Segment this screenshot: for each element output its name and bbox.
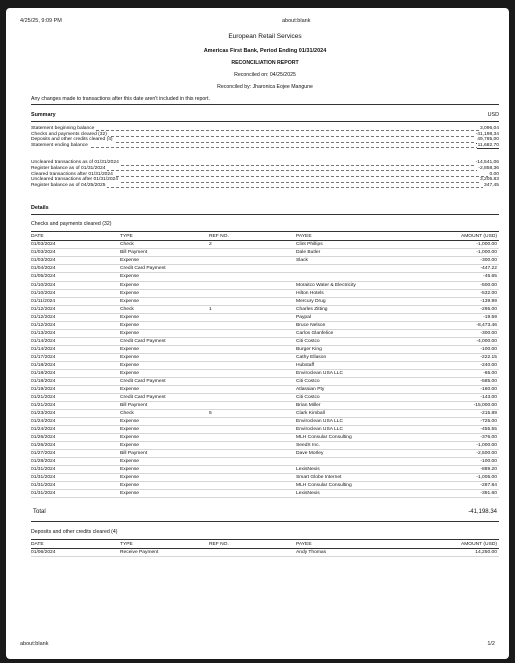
table-row [31,370,499,378]
cell-amount: -160.00 [480,386,497,392]
cell-type: Expense [120,427,140,433]
cell-amount: -455.55 [480,427,497,433]
cell-ref [209,482,296,489]
cell-ref [209,314,296,321]
cell-date: 01/10/2024 [31,282,56,288]
cell-ref [209,322,296,329]
summary-row-label: Register balance as of 04/25/2025 [31,182,106,188]
cell-date: 01/18/2024 [31,378,56,384]
cell-amount: -15,000.00 [473,402,497,408]
cell-payee: Dale Butler [296,250,321,256]
table-row [31,346,499,354]
cell-amount: -19.59 [483,314,497,320]
page-number: 1/2 [487,641,495,647]
summary-row-value: 11,682.70 [477,142,499,148]
cell-amount: -585.00 [480,378,497,384]
cell-date: 01/03/2024 [31,242,56,248]
cell-type: Expense [120,282,140,288]
details-heading: Details [31,202,499,215]
cell-payee: MLH Consular Consulting [296,483,352,489]
cell-payee: Brian Miller [296,402,321,408]
cell-ref [209,402,296,409]
cell-payee [296,458,421,465]
cell-amount: -222.15 [480,354,497,360]
cell-date: 01/31/2024 [31,467,56,473]
cell-amount: -4,000.00 [476,338,497,344]
cell-type: Expense [120,491,140,497]
cell-date: 01/28/2024 [31,459,56,465]
table-row [31,338,499,346]
cell-ref [209,434,296,441]
table-row [31,273,499,281]
cell-ref [209,442,296,449]
col-ref: REF NO. [209,542,229,548]
cell-amount: -1,000.00 [476,250,497,256]
cell-payee: Enviroclean USA LLC [296,427,344,433]
cell-type: Expense [120,475,140,481]
cell-amount: -889.20 [480,467,497,473]
cell-amount: -1,000.00 [476,242,497,248]
summary-row [31,137,499,143]
cell-payee: Atlassian Pty [296,386,325,392]
cell-type: Receive Payment [120,550,159,556]
cell-type: Expense [120,274,140,280]
cell-ref [209,549,296,556]
table-row [31,306,499,314]
cell-ref [209,265,296,272]
cell-date: 01/05/2024 [31,274,56,280]
cell-ref [209,290,296,297]
cell-type: Expense [120,290,140,296]
cell-date: 01/18/2024 [31,362,56,368]
summary-row-value: -2,858,36 [478,165,499,171]
cell-payee: Smart Globe Internet [296,475,342,481]
cell-date: 01/31/2024 [31,491,56,497]
report-page [6,8,509,659]
summary-group-2 [31,160,499,188]
col-type: TYPE [120,542,133,548]
cell-amount: -8,473.46 [476,322,497,328]
leader-dots [31,147,499,148]
cell-ref [209,458,296,465]
cell-type: Expense [120,314,140,320]
account-title: Americas First Bank, Period Ending 01/31/2024 [203,48,327,54]
table-row [31,290,499,298]
summary-currency: USD [487,112,499,118]
summary-row-value: -41,198,34 [475,131,499,137]
cell-payee: Burger King [296,346,322,352]
table-row [31,257,499,265]
cell-amount: -300.00 [480,258,497,264]
cell-type: Expense [120,443,140,449]
summary-row-label: Cleared transactions after 01/31/2024 [31,171,113,177]
cell-amount: -45.65 [483,274,497,280]
table-row [31,354,499,362]
cell-date: 01/26/2024 [31,443,56,449]
table-row [31,402,499,410]
deposits-table-body [31,549,499,557]
table-row [31,450,499,458]
total-label: Total [33,509,46,516]
cell-date: 01/10/2024 [31,290,56,296]
cell-date: 01/12/2024 [31,314,56,320]
cell-date: 01/06/2024 [31,550,56,556]
cell-payee: Enviroclean USA LLC [296,370,344,376]
table-row [31,490,499,498]
cell-date: 01/19/2024 [31,386,56,392]
cell-ref [209,418,296,425]
cell-amount: -143.00 [480,394,497,400]
cell-payee: Paypal [296,314,311,320]
cell-type: Expense [120,459,140,465]
table-row [31,410,499,418]
cell-amount: -500.00 [480,282,497,288]
cell-payee: Dave Morley [296,451,324,457]
checks-table-header [31,232,499,241]
cell-date: 01/21/2024 [31,394,56,400]
cell-payee: Citi Costco [296,338,320,344]
cell-type: Expense [120,322,140,328]
col-payee: PAYEE [296,542,312,548]
cell-amount: -447.22 [480,266,497,272]
cell-type: Expense [120,298,140,304]
cell-date: 01/26/2024 [31,435,56,441]
cell-date: 01/03/2024 [31,258,56,264]
cell-ref [209,490,296,497]
cell-ref: 2 [209,242,212,248]
cell-amount: 14,250.00 [475,550,497,556]
table-row [31,265,499,273]
cell-payee: Enviroclean USA LLC [296,419,344,425]
cell-date: 01/11/2024 [31,298,56,304]
cell-type: Expense [120,354,140,360]
cell-payee: Clark Kimball [296,411,325,416]
cell-date: 01/24/2024 [31,419,56,425]
table-row [31,330,499,338]
cell-ref [209,257,296,264]
cell-payee: LexisNexis [296,467,320,473]
cell-date: 01/17/2024 [31,354,56,360]
cell-ref [209,474,296,481]
cell-amount: -532.00 [480,290,497,296]
total-value: -41,198.34 [468,509,497,516]
cell-payee: MLH Consular Consulting [296,435,352,441]
table-row [31,474,499,482]
cell-type: Check [120,306,134,312]
cell-payee: Hubstaff [296,362,315,368]
table-row [31,426,499,434]
cell-type: Credit Card Payment [120,394,166,400]
cell-date: 01/14/2024 [31,346,56,352]
cell-date: 01/24/2024 [31,427,56,433]
cell-type: Credit Card Payment [120,378,166,384]
cell-date: 01/04/2024 [31,266,56,272]
cell-payee: SeedX Inc. [296,443,320,449]
cell-amount: -2,500.00 [476,451,497,457]
deposits-table [31,540,499,557]
cell-ref: 1 [209,306,212,312]
cell-payee: Carlos Glanfelice [296,330,334,336]
cell-ref [209,330,296,337]
cell-type: Bill Payment [120,250,148,256]
cell-amount: -295.00 [480,306,497,312]
cell-date: 01/27/2024 [31,451,56,457]
cell-payee: Moraitco Water & Electricity [296,282,356,288]
cell-ref [209,354,296,361]
cell-type: Bill Payment [120,451,148,457]
cell-amount: -391.60 [480,491,497,497]
company-name: European Retail Services [228,33,302,40]
cell-amount: -240.00 [480,362,497,368]
checks-table [31,232,499,498]
summary-row-label: Uncleared transactions after 01/31/2024 [31,177,118,183]
cell-type: Check [120,242,134,248]
deposits-caption: Deposits and other credits cleared (4) [31,523,499,540]
cell-type: Credit Card Payment [120,266,166,272]
checks-caption: Checks and payments cleared (32) [31,215,499,232]
cell-date: 01/03/2024 [31,250,56,256]
col-ref: REF NO. [209,234,229,240]
cell-type: Expense [120,467,140,473]
print-datetime: 4/25/25, 9:09 PM [20,18,62,24]
cell-date: 01/23/2024 [31,411,56,416]
cell-ref: 5 [209,411,212,416]
table-row [31,442,499,450]
cell-ref [209,346,296,353]
table-row [31,466,499,474]
cell-type: Expense [120,330,140,336]
cell-payee: Citi Costco [296,394,320,400]
cell-date: 01/12/2024 [31,306,56,312]
table-row [31,549,499,557]
col-amount: AMOUNT (USD) [460,234,497,240]
cell-type: Expense [120,386,140,392]
cell-payee [296,265,421,272]
cell-date: 01/13/2024 [31,330,56,336]
table-row [31,378,499,386]
table-row [31,314,499,322]
cell-ref [209,298,296,305]
cell-type: Check [120,411,134,416]
cell-ref [209,466,296,473]
table-row [31,362,499,370]
cell-payee: Mercury Drug [296,298,326,304]
cell-payee: LexisNexis [296,491,320,497]
summary-row [31,183,499,189]
cell-ref [209,249,296,256]
cell-payee: Cathy Ellason [296,354,327,360]
cell-ref [209,282,296,289]
table-row [31,322,499,330]
cell-ref [209,362,296,369]
cell-type: Expense [120,370,140,376]
footer-url: about:blank [20,641,49,647]
cell-date: 01/12/2024 [31,322,56,328]
cell-ref [209,338,296,345]
col-date: DATE [31,542,44,548]
summary-row-value: 347,45 [484,182,499,188]
cell-amount: -1,005.00 [476,475,497,481]
cell-date: 01/14/2024 [31,338,56,344]
summary-row-label: Statement ending balance [31,142,88,148]
reconciled-by: Reconciled by: Jharonica Eojee Mangune [217,84,313,90]
report-content [31,33,499,557]
summary-title: Summary [31,112,56,118]
cell-ref [209,450,296,457]
summary-row-label: Checks and payments cleared (32) [31,131,107,137]
cell-date: 01/31/2024 [31,483,56,489]
summary-row-label: Deposits and other credits cleared (4) [31,137,113,143]
cell-amount: -65.00 [483,370,497,376]
summary-row-value: 49,785,00 [477,137,499,143]
table-row [31,434,499,442]
total-row [31,501,499,522]
cell-payee: Charles Zitting [296,306,328,312]
cell-payee: Bruce Nelson [296,322,326,328]
cell-ref [209,370,296,377]
summary-row-value: 3,096,04 [479,126,499,131]
cell-amount: -1,000.00 [476,443,497,449]
cell-type: Expense [120,362,140,368]
cell-type: Bill Payment [120,402,148,408]
cell-payee: Citi Costco [296,378,320,384]
summary-row-label: Statement beginning balance [31,126,95,131]
table-row [31,282,499,290]
summary-heading [31,109,499,122]
col-date: DATE [31,234,44,240]
cell-ref [209,386,296,393]
cell-type: Expense [120,258,140,264]
cell-type: Credit Card Payment [120,338,166,344]
table-row [31,482,499,490]
cell-amount: -300.00 [480,330,497,336]
cell-date: 01/18/2024 [31,370,56,376]
cell-payee: Clint Phillips [296,242,323,248]
table-row [31,418,499,426]
cell-payee [296,273,421,280]
summary-row-label: Register balance as of 01/31/2024 [31,165,106,171]
col-type: TYPE [120,234,133,240]
summary-group-1 [31,126,499,148]
summary-row-value: 0.00 [489,171,499,177]
table-row [31,298,499,306]
report-note: Any changes made to transactions after this date aren't included in this report. [31,96,499,105]
print-url: about:blank [282,18,311,24]
col-payee: PAYEE [296,234,312,240]
cell-type: Expense [120,483,140,489]
col-amount: AMOUNT (USD) [460,542,497,548]
cell-amount: -215.89 [480,411,497,416]
cell-amount: -139.99 [480,298,497,304]
cell-ref [209,394,296,401]
cell-type: Expense [120,435,140,441]
table-row [31,241,499,249]
cell-ref [209,273,296,280]
table-row [31,394,499,402]
cell-amount: -287.84 [480,483,497,489]
cell-payee: Hilton Hotels [296,290,324,296]
reconciled-on: Reconciled on: 04/25/2025 [234,72,296,78]
cell-payee: Slack [296,258,308,264]
cell-amount: -725.00 [480,419,497,425]
cell-amount: -376.00 [480,435,497,441]
summary-row [31,143,499,149]
table-row [31,458,499,466]
table-row [31,249,499,257]
checks-table-body [31,241,499,498]
cell-ref [209,378,296,385]
cell-amount: -100.00 [480,459,497,465]
cell-amount: -100.00 [480,346,497,352]
cell-date: 01/21/2024 [31,402,56,408]
cell-date: 01/31/2024 [31,475,56,481]
summary-row-value: -14,541,06 [475,160,499,166]
table-row [31,386,499,394]
report-name: RECONCILIATION REPORT [231,60,299,66]
deposits-table-header [31,540,499,549]
summary-row-value: 3,205.83 [479,177,499,183]
cell-ref [209,426,296,433]
summary-row-label: Uncleared transactions as of 01/31/2024 [31,160,119,166]
cell-payee: Andy Thomas [296,550,327,556]
cell-type: Expense [120,346,140,352]
cell-type: Expense [120,419,140,425]
